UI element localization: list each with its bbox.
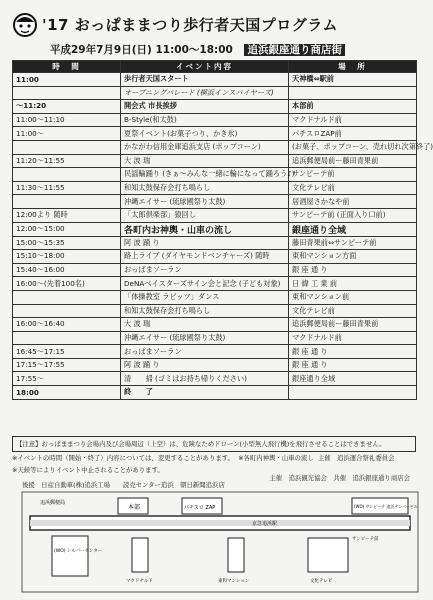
cell-event: 阿 波 踊 り [121, 358, 289, 372]
table-row [13, 154, 417, 168]
cell-place: 銀座通り全域 [289, 372, 417, 386]
map-label-post: 追浜郵便局 [40, 500, 66, 506]
cell-place [289, 86, 417, 100]
map-label-honbu: 本部 [128, 504, 141, 511]
table-row [13, 318, 417, 332]
cell-event: 歩行者天国スタート [121, 73, 289, 87]
table-row [13, 86, 417, 100]
drone-warning: 【注意】おっぱままつり会場内及び会場周辺（上空）は、危険なためドローン(小型無人飛行機)を飛行させることはできません。 [12, 436, 416, 452]
cell-event: 「太郎倶楽部」猿回し [121, 208, 289, 222]
column-header-time: 時 間 [13, 61, 121, 73]
cell-time: 11:20～11:55 [13, 154, 121, 168]
table-row [13, 250, 417, 264]
cell-place: マクドナルド前 [289, 113, 417, 127]
table-row [13, 304, 417, 318]
map-bldg-mcd [132, 538, 148, 572]
cell-time: 11:00 [13, 73, 121, 87]
cell-place: 追浜郵便局前ー藤田青果前 [289, 154, 417, 168]
cell-place: 居酒屋さかなや前 [289, 195, 417, 209]
column-header-event: イベント内容 [121, 61, 289, 73]
cell-time: 16:45～17:15 [13, 345, 121, 359]
table-row [13, 73, 417, 87]
mascot-logo-icon [12, 12, 38, 38]
cell-time: 12:00～15:00 [13, 222, 121, 236]
organizers: 主催 追浜観光協会 共催 追浜銀座通り商店会 [269, 474, 410, 482]
cell-time: 12:00より 随時 [13, 208, 121, 222]
cell-event: オープニングパレード (横浜インスパイヤーズ) [121, 86, 289, 100]
table-row [13, 222, 417, 236]
cell-time [13, 304, 121, 318]
cell-place: 銀 座 通 り [289, 345, 417, 359]
cell-place: 銀座通り全域 [289, 222, 417, 236]
cell-place: マクドナルド前 [289, 331, 417, 345]
map-label-mcd: マクドナルド [126, 579, 153, 584]
cell-time: 15:40～16:00 [13, 263, 121, 277]
cell-place: 日 緯 工 業 前 [289, 277, 417, 291]
map-label-zap: パチスロ ZAP [184, 505, 216, 511]
title-bar [8, 8, 422, 38]
map-label-sunpete-front: サンピーテ前 [352, 537, 379, 542]
cell-place: 追浜郵便局前ー藤田青果前 [289, 318, 417, 332]
cell-time: ～11:20 [13, 100, 121, 114]
cell-time [13, 331, 121, 345]
cell-place: 銀 座 通 り [289, 358, 417, 372]
page-title: '17 おっぱままつり歩行者天国プログラム [42, 16, 339, 34]
column-header-place: 場 所 [289, 61, 417, 73]
cell-time: 17:55～ [13, 372, 121, 386]
cell-time: 16:00～16:40 [13, 318, 121, 332]
cell-place: 藤田青果前⇔サンピーテ前 [289, 236, 417, 250]
cell-time [13, 140, 121, 154]
map-label-bunka: 文化テレビ [310, 579, 333, 584]
table-row [13, 195, 417, 209]
schedule-body [13, 73, 433, 400]
table-row [13, 181, 417, 195]
cell-place: 東和マンション前 [289, 290, 417, 304]
table-row [13, 168, 417, 182]
cell-event: 各町内お神輿・山車の流し [121, 222, 289, 236]
cell-place: サンピーテ前 [289, 168, 417, 182]
cell-place: 天神橋⇔駅前 [289, 73, 417, 87]
cell-time [13, 290, 121, 304]
cell-time: 11:30～11:55 [13, 181, 121, 195]
cell-event: 終 了 [121, 386, 289, 400]
cell-place: 文化テレビ前 [289, 304, 417, 318]
table-row [13, 358, 417, 372]
cell-event: 沖縄エイサー (琉球國祭り太鼓) [121, 195, 289, 209]
cell-event: かながわ信用金庫追浜支店 (ポップコーン) [121, 140, 289, 154]
table-row [13, 372, 417, 386]
cell-place: サンピーテ前 (正面入り口前) [289, 208, 417, 222]
map-label-silver: (WO) シルバーセンター [54, 549, 103, 554]
cell-time: 15:10～18:00 [13, 250, 121, 264]
map-bldg-silver [52, 536, 88, 576]
schedule-table [12, 60, 433, 400]
table-row [13, 236, 417, 250]
table-row [13, 100, 417, 114]
cell-place: (お菓子、ポップコーン、売れ切れ次第終了) [289, 140, 417, 154]
cell-event: 和知太鼓保存会打ち鳴らし [121, 304, 289, 318]
cell-time [13, 86, 121, 100]
cell-event: おっぱまソーラン [121, 345, 289, 359]
cell-place: 文化テレビ前 [289, 181, 417, 195]
cell-place: パチスロZAP前 [289, 127, 417, 141]
cell-event: 夏祭イベント(お菓子つり、かき氷) [121, 127, 289, 141]
cell-time [13, 195, 121, 209]
cell-time [13, 168, 121, 182]
note-weather: ※天候等によりイベント中止されることがあります。 [12, 466, 164, 474]
cell-time: 18:00 [13, 386, 121, 400]
cell-event: 開会式 市長挨拶 [121, 100, 289, 114]
map-bldg-bunka [308, 538, 348, 572]
cell-event: 「体操教室 ラビッツ」ダンス [121, 290, 289, 304]
table-row [13, 127, 417, 141]
cell-event: 阿 波 踊 り [121, 236, 289, 250]
cell-place: 銀 座 通 り [289, 263, 417, 277]
cell-event: 和知太鼓保存会打ち鳴らし [121, 181, 289, 195]
table-row [13, 263, 417, 277]
program-sheet [8, 6, 433, 594]
cell-event: 沖縄エイサー (琉球國祭り太鼓) [121, 331, 289, 345]
cell-event: 大 波 瑞 [121, 154, 289, 168]
cell-time: 11:00～ [13, 127, 121, 141]
cell-place: 東和マンション方面 [289, 250, 417, 264]
cell-event: 民謡輪踊り (きぁ～みんな一緒に輪になって踊ろう♪) [121, 168, 289, 182]
map-label-sunpete: (WO) サンピーテ 追浜テンパービル [354, 504, 418, 509]
table-row [13, 345, 417, 359]
cell-event: 路上ライブ (ダイヤモンドベンチャーズ) 随時 [121, 250, 289, 264]
cell-time: 15:00～15:35 [13, 236, 121, 250]
cell-event: DeNAベイスターズサイン会と記念 (子ども対象) [121, 277, 289, 291]
table-row [13, 331, 417, 345]
table-row [13, 277, 417, 291]
note-schedule-change: ※イベントの時間（開始・終了）内容については、変更することがあります。 ※各町内神輿・山車の流し 主催 追浜運合祭礼委員会 [12, 454, 395, 462]
sponsors: 後援 日産自動車(株)追浜工場 読売センター追浜 朝日新聞追浜店 [22, 481, 225, 489]
table-row [13, 113, 417, 127]
table-row [13, 386, 417, 400]
map-bldg-towa [228, 538, 244, 572]
table-row [13, 290, 417, 304]
cell-event: おっぱまソーラン [121, 263, 289, 277]
area-map [22, 492, 418, 592]
cell-event: B-Style(和太鼓) [121, 113, 289, 127]
event-venue: 追浜銀座通り商店街 [244, 44, 345, 56]
cell-time: 16:00～(先着100名) [13, 277, 121, 291]
table-row [13, 208, 417, 222]
cell-place: 本部前 [289, 100, 417, 114]
map-label-towa: 東和マンション [218, 579, 250, 584]
event-date: 平成29年7月9日(日) 11:00～18:00 [50, 44, 233, 56]
cell-time: 17:15～17:55 [13, 358, 121, 372]
table-row [13, 140, 417, 154]
cell-time: 11:00～11:10 [13, 113, 121, 127]
table-header-row [13, 61, 417, 73]
map-label-station: 京急追浜駅 [252, 521, 278, 527]
cell-event: 大 波 瑞 [121, 318, 289, 332]
event-date-line [50, 42, 345, 57]
cell-event: 清 掃 (ゴミはお持ち帰りください) [121, 372, 289, 386]
cell-place [289, 386, 417, 400]
notes-section [12, 436, 416, 482]
